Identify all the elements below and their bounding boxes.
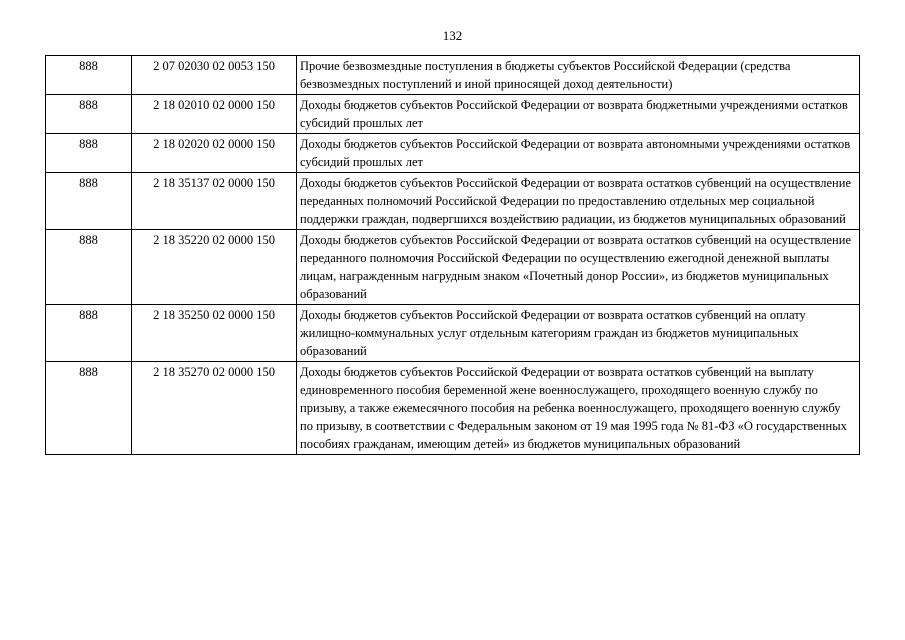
page-number: 132 bbox=[442, 28, 463, 43]
table-row bbox=[46, 173, 860, 230]
table-row bbox=[46, 56, 860, 95]
budget-code-cell: 2 18 02010 02 0000 150 bbox=[132, 95, 297, 134]
budget-code-cell: 2 18 35137 02 0000 150 bbox=[132, 173, 297, 230]
table-row bbox=[46, 230, 860, 305]
revenue-name-cell: Доходы бюджетов субъектов Российской Федерации от возврата остатков субвенций на осуществление переданного полномочия Российской Федерации по осуществлению ежегодной денежной выплаты лицам, награжденным нагрудным знаком «Почетный донор России», из бюджетов муниципальных образований bbox=[297, 230, 860, 305]
table-row bbox=[46, 134, 860, 173]
table-row bbox=[46, 95, 860, 134]
admin-code-cell: 888 bbox=[46, 230, 132, 305]
budget-code-cell: 2 18 35250 02 0000 150 bbox=[132, 305, 297, 362]
admin-code-cell: 888 bbox=[46, 134, 132, 173]
revenue-name-cell: Доходы бюджетов субъектов Российской Федерации от возврата автономными учреждениями остатков субсидий прошлых лет bbox=[297, 134, 860, 173]
table-body bbox=[46, 56, 860, 455]
revenue-name-cell: Доходы бюджетов субъектов Российской Федерации от возврата остатков субвенций на осуществление переданных полномочий Российской Федерации по предоставлению отдельных мер социальной поддержки граждан, подвергшихся воздействию радиации, из бюджетов муниципальных образований bbox=[297, 173, 860, 230]
revenue-name-cell: Прочие безвозмездные поступления в бюджеты субъектов Российской Федерации (средства безвозмездных поступлений и иной приносящей доход деятельности) bbox=[297, 56, 860, 95]
revenue-name-cell: Доходы бюджетов субъектов Российской Федерации от возврата остатков субвенций на оплату жилищно-коммунальных услуг отдельным категориям граждан из бюджетов муниципальных образований bbox=[297, 305, 860, 362]
budget-code-cell: 2 18 35220 02 0000 150 bbox=[132, 230, 297, 305]
table-row bbox=[46, 305, 860, 362]
budget-code-cell: 2 18 35270 02 0000 150 bbox=[132, 362, 297, 455]
revenue-codes-table bbox=[45, 55, 860, 455]
revenue-name-cell: Доходы бюджетов субъектов Российской Федерации от возврата остатков субвенций на выплату единовременного пособия беременной жене военнослужащего, проходящего военную службу по призыву, а также ежемесячного пособия на ребенка военнослужащего, проходящего военную службу по призыву, в соответствии с Федеральным законом от 19 мая 1995 года № 81-ФЗ «О государственных пособиях гражданам, имеющим детей» из бюджетов муниципальных образований bbox=[297, 362, 860, 455]
admin-code-cell: 888 bbox=[46, 56, 132, 95]
admin-code-cell: 888 bbox=[46, 173, 132, 230]
revenue-name-cell: Доходы бюджетов субъектов Российской Федерации от возврата бюджетными учреждениями остатков субсидий прошлых лет bbox=[297, 95, 860, 134]
budget-code-cell: 2 18 02020 02 0000 150 bbox=[132, 134, 297, 173]
budget-code-cell: 2 07 02030 02 0053 150 bbox=[132, 56, 297, 95]
table-row bbox=[46, 362, 860, 455]
admin-code-cell: 888 bbox=[46, 362, 132, 455]
admin-code-cell: 888 bbox=[46, 305, 132, 362]
admin-code-cell: 888 bbox=[46, 95, 132, 134]
